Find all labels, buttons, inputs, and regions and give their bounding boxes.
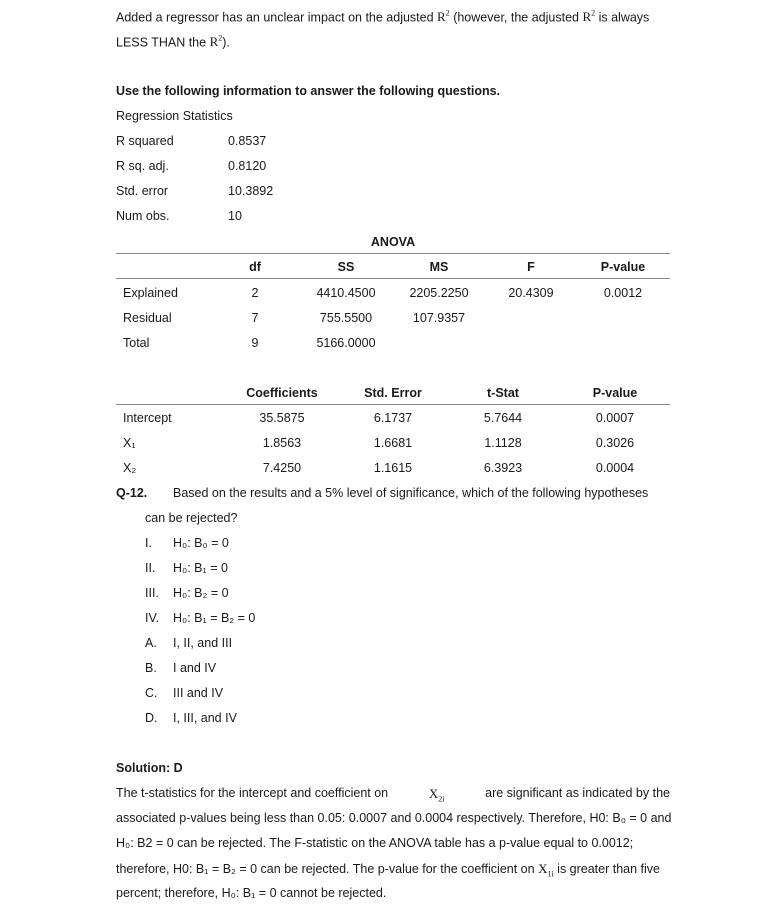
instruction-heading: Use the following information to answer the following questions. <box>116 84 501 98</box>
anova-row-label: Residual <box>123 311 172 325</box>
solution-line-5: percent; therefore, H₀: B₁ = 0 cannot be rejected. <box>116 886 387 900</box>
hypothesis-roman: II. <box>145 561 156 575</box>
stat-label: R squared <box>116 134 174 148</box>
anova-cell-ss: 755.5500 <box>319 311 373 325</box>
solution-line-2: associated p-values being less than 0.05: 0.0007 and 0.0004 respectively. Therefore, H0: B₀ = 0 and <box>116 811 672 825</box>
anova-cell-ms: 2205.2250 <box>409 286 469 300</box>
intro-text-c: is always <box>595 10 650 25</box>
option-letter: B. <box>145 661 157 675</box>
coef-cell-t: 6.3923 <box>483 461 523 475</box>
hypothesis-roman: III. <box>145 586 159 600</box>
anova-cell-ss: 4410.4500 <box>316 286 376 300</box>
option-text: III and IV <box>173 686 224 700</box>
coef-cell: 1.8563 <box>262 436 302 450</box>
r-squared-symbol: $R^2$ <box>582 9 596 25</box>
question-text-line-2: can be rejected? <box>145 511 238 525</box>
option-text: I, II, and III <box>173 636 233 650</box>
stat-label: Num obs. <box>116 209 170 223</box>
solution-line-4: therefore, H0: B₁ = B₂ = 0 can be rejected. The p-value for the coefficient on $X_{1i}$ is greater than five <box>116 861 660 879</box>
hypothesis-text: H₀: B₀ = 0 <box>173 536 229 550</box>
anova-header-ms: MS <box>429 260 449 274</box>
intro-text-a: Added a regressor has an unclear impact on the adjusted <box>116 10 438 25</box>
stat-label: Std. error <box>116 184 169 198</box>
coef-row-label: Intercept <box>123 411 172 425</box>
anova-cell-f: 20.4309 <box>508 286 554 300</box>
option-text: I and IV <box>173 661 217 675</box>
coef-header-coefficients: Coefficients <box>246 386 318 400</box>
coef-cell-t: 5.7644 <box>483 411 523 425</box>
solution-line-1: The t-statistics for the intercept and coefficient on $X_{2i}$ are significant as indicated by the <box>116 786 670 804</box>
stat-value: 0.8120 <box>228 159 267 173</box>
option-text: I, III, and IV <box>173 711 237 725</box>
regression-statistics-title: Regression Statistics <box>116 109 233 123</box>
intro-text-b: (however, the adjusted <box>449 10 583 25</box>
hypothesis-roman: IV. <box>145 611 160 625</box>
stat-value: 10.3892 <box>228 184 274 198</box>
solution-heading: Solution: D <box>116 761 183 775</box>
coef-cell-se: 1.6681 <box>373 436 413 450</box>
solution-line-3: H₀: B2 = 0 can be rejected. The F-statistic on the ANOVA table has a p-value equal to 0.0012; <box>116 836 634 850</box>
hypothesis-text: H₀: B₁ = B₂ = 0 <box>173 611 256 625</box>
option-letter: A. <box>145 636 157 650</box>
hypothesis-text: H₀: B₂ = 0 <box>173 586 229 600</box>
coef-header-rule <box>116 404 670 405</box>
anova-header-rule <box>116 253 670 254</box>
question-text-line-1: Based on the results and a 5% level of significance, which of the following hypotheses <box>173 486 649 500</box>
hypothesis-text: H₀: B₁ = 0 <box>173 561 228 575</box>
coef-cell: 35.5875 <box>259 411 305 425</box>
stat-value: 0.8537 <box>228 134 267 148</box>
anova-cell-ss: 5166.0000 <box>316 336 376 350</box>
anova-row-label: Explained <box>123 286 178 300</box>
option-letter: C. <box>145 686 158 700</box>
coef-cell-p: 0.0007 <box>595 411 635 425</box>
coef-row-label: X₂ <box>123 461 137 475</box>
anova-header-pvalue: P-value <box>600 260 646 274</box>
coef-cell-se: 6.1737 <box>373 411 413 425</box>
anova-title: ANOVA <box>370 235 416 249</box>
anova-cell-df: 2 <box>251 286 259 300</box>
coef-header-pvalue: P-value <box>592 386 638 400</box>
coef-header-t-stat: t-Stat <box>487 386 519 400</box>
anova-cell-ms: 107.9357 <box>412 311 466 325</box>
coef-cell-p: 0.0004 <box>595 461 635 475</box>
anova-cell-pvalue: 0.0012 <box>603 286 643 300</box>
coef-cell: 7.4250 <box>262 461 302 475</box>
intro-line-2 <box>116 34 230 50</box>
intro-line-1 <box>116 9 649 25</box>
coef-row-label: X₁ <box>123 436 136 450</box>
intro-text-e: ). <box>222 35 230 50</box>
anova-header-f: F <box>527 260 535 274</box>
x2i-symbol: $X_{2i}$ <box>428 786 445 804</box>
anova-header-bottom-rule <box>116 278 670 279</box>
anova-row-label: Total <box>123 336 150 350</box>
anova-header-ss: SS <box>337 260 355 274</box>
anova-cell-df: 7 <box>251 311 259 325</box>
stat-label: R sq. adj. <box>116 159 169 173</box>
option-letter: D. <box>145 711 158 725</box>
coef-cell-p: 0.3026 <box>595 436 635 450</box>
coef-cell-t: 1.1128 <box>484 436 522 450</box>
r-squared-symbol: $R^2$ <box>437 9 450 25</box>
coef-header-std-error: Std. Error <box>364 386 422 400</box>
question-number: Q-12. <box>116 486 148 500</box>
intro-text-d: LESS THAN the <box>116 35 210 50</box>
r-squared-symbol: $R^2$ <box>209 34 223 50</box>
hypothesis-roman: I. <box>145 536 152 550</box>
stat-value: 10 <box>228 209 242 223</box>
coef-cell-se: 1.1615 <box>373 461 413 475</box>
x1i-symbol: $X_{1i}$ <box>538 861 554 879</box>
anova-cell-df: 9 <box>251 336 259 350</box>
anova-header-df: df <box>249 260 261 274</box>
